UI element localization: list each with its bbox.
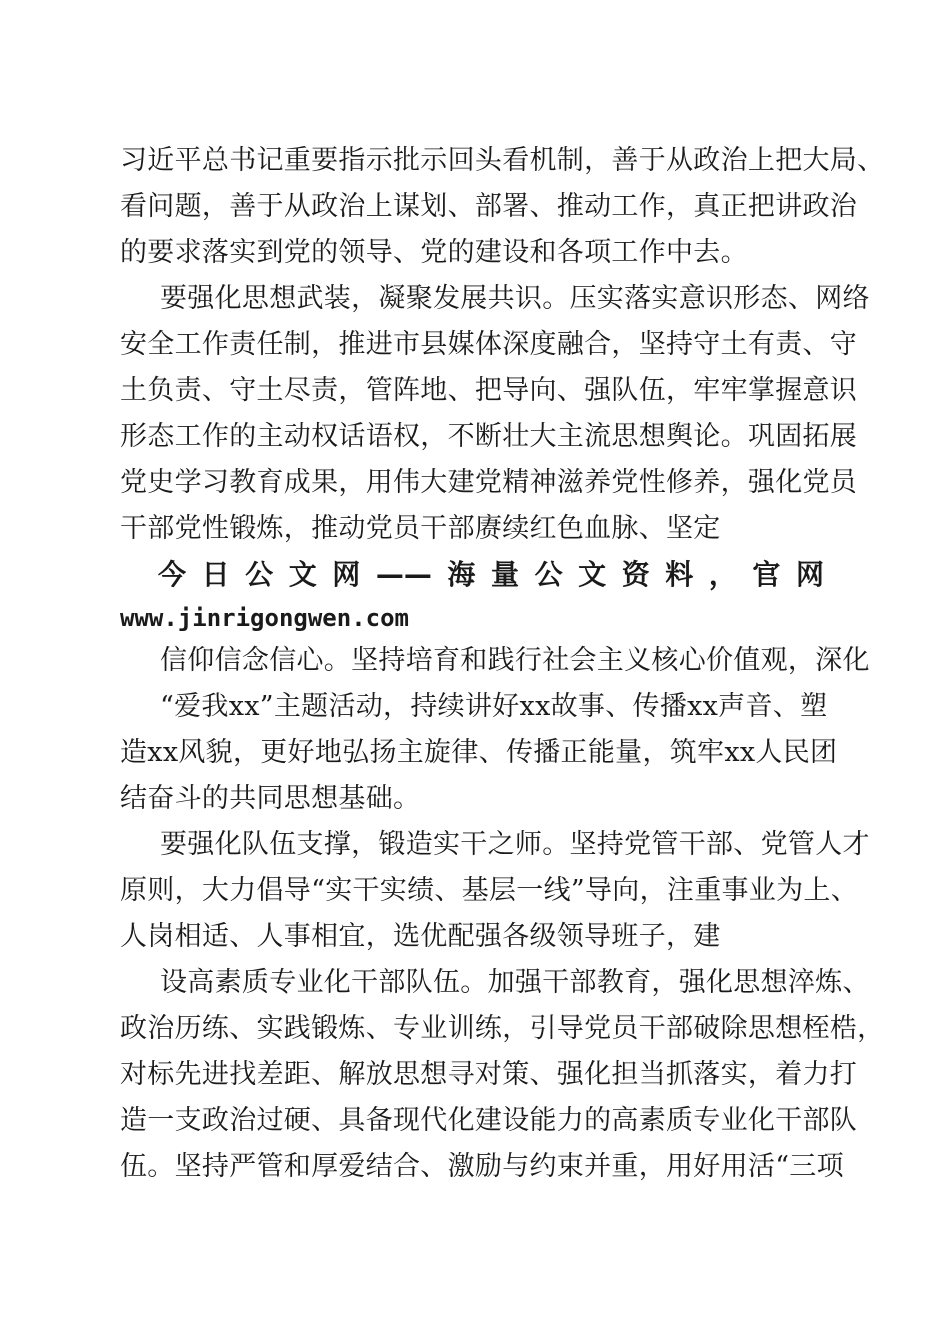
text-line: 造一支政治过硬、具备现代化建设能力的高素质专业化干部队 [120,1105,858,1136]
text-line: 原则，大力倡导“实干实绩、基层一线”导向，注重事业为上、 [120,875,859,906]
text-line: 结奋斗的共同思想基础。 [120,783,421,814]
document-body [120,138,885,1190]
watermark-title: 今日公文网——海量公文资料，官网 [158,558,824,591]
text-line: 的要求落实到党的领导、党的建设和各项工作中去。 [120,237,748,268]
text-line: 造xx风貌，更好地弘扬主旋律、传播正能量，筑牢xx人民团 [120,737,838,768]
text-line: “爱我xx”主题活动，持续讲好xx故事、传播xx声音、塑 [160,691,828,722]
text-line: 伍。坚持严管和厚爱结合、激励与约束并重，用好用活“三项 [120,1151,844,1182]
text-line: 土负责、守土尽责，管阵地、把导向、强队伍，牢牢掌握意识 [120,375,858,406]
text-line: 习近平总书记重要指示批示回头看机制，善于从政治上把大局、 [120,145,885,176]
paragraph-start-line: 要强化队伍支撑，锻造实干之师。坚持党管干部、党管人才 [160,829,870,860]
text-line: 对标先进找差距、解放思想寻对策、强化担当抓落实，着力打 [120,1059,858,1090]
text-line: 看问题，善于从政治上谋划、部署、推动工作，真正把讲政治 [120,191,858,222]
text-line: 形态工作的主动权话语权，不断壮大主流思想舆论。巩固拓展 [120,421,858,452]
text-line: 设高素质专业化干部队伍。加强干部教育，强化思想淬炼、 [160,967,870,998]
text-line: 干部党性锻炼，推动党员干部赓续红色血脉、坚定 [120,513,721,544]
text-line: 党史学习教育成果，用伟大建党精神滋养党性修养，强化党员 [120,467,858,498]
watermark-url: www.jinrigongwen.com [120,604,409,632]
paragraph-start-line: 要强化思想武装，凝聚发展共识。压实落实意识形态、网络 [160,283,870,314]
text-line: 人岗相适、人事相宜，选优配强各级领导班子，建 [120,921,721,952]
text-line: 信仰信念信心。坚持培育和践行社会主义核心价值观，深化 [160,645,870,676]
text-line: 安全工作责任制，推进市县媒体深度融合，坚持守土有责、守 [120,329,858,360]
text-line: 政治历练、实践锻炼、专业训练，引导党员干部破除思想桎梏， [120,1013,885,1044]
